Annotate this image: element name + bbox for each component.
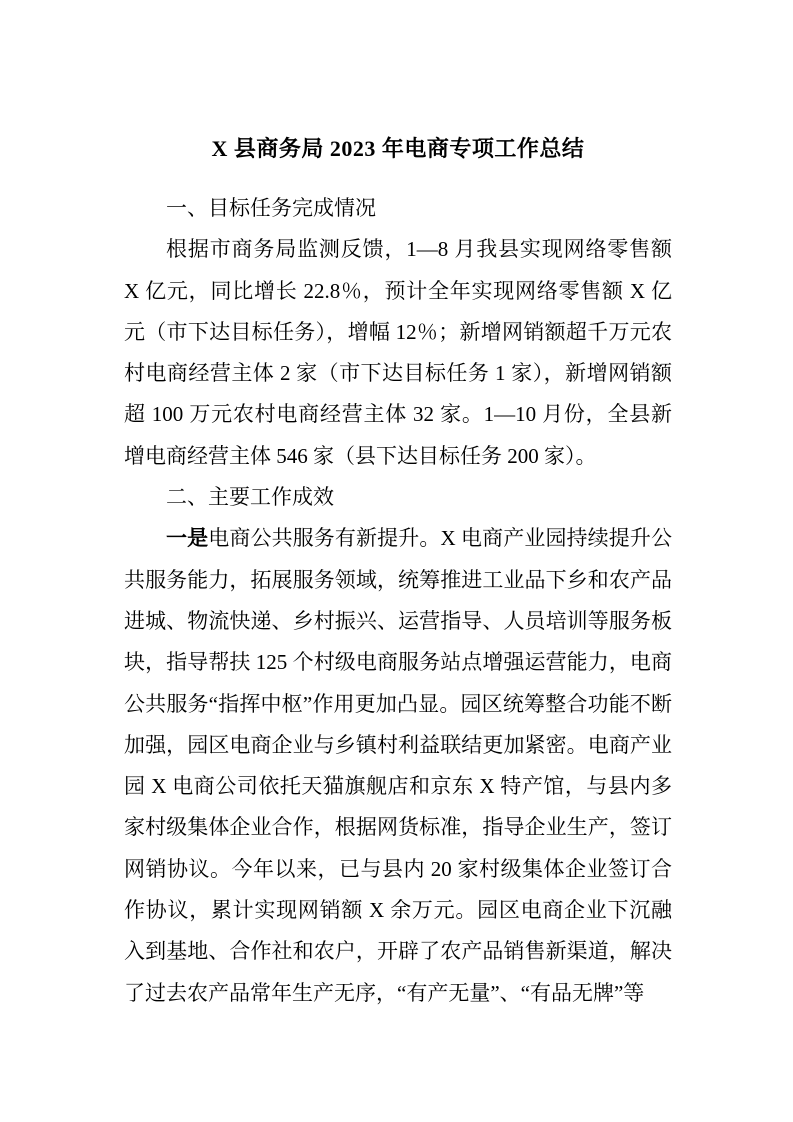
section-achievements-paragraph-text: 电商公共服务有新提升。X 电商产业园持续提升公共服务能力，拓展服务领域，统筹推进工业品下乡和农产品进城、物流快递、乡村振兴、运营指导、人员培训等服务板块，指导帮扶 125 个村级电商服务站点增强运营能力，电商公共服务“指挥中枢”作用更加凸显。园区统筹整合功能不断加强，园区电商企业与乡镇村利益联结更加紧密。电商产业园 X 电商公司依托天猫旗舰店和京东 X 特产馆，与县内多家村级集体企业合作，根据网货标准，指导企业生产，签订网销协议。今年以来，已与县内 20 家村级集体企业签订合作协议，累计实现网销额 X 余万元。园区电商企业下沉融入到基地、合作社和农户，开辟了农产品销售新渠道，解决了过去农产品常年生产无序，“有产无量”、“有品无牌”等 — [124, 526, 673, 1005]
section-goals — [124, 188, 672, 477]
section-goals-paragraph — [124, 229, 672, 477]
section-achievements-paragraph — [124, 518, 672, 1014]
section-achievements — [124, 477, 672, 1014]
paragraph-bold-lead: 一是 — [166, 526, 209, 551]
document-title: X 县商务局 2023 年电商专项工作总结 — [211, 136, 585, 161]
section-goals-heading: 一、目标任务完成情况 — [166, 196, 376, 220]
section-goals-paragraph-text: 根据市商务局监测反馈，1—8 月我县实现网络零售额 X 亿元，同比增长 22.8％，预计全年实现网络零售额 X 亿元（市下达目标任务），增幅 12％；新增网销额超千万元农村电商经营主体 2 家（市下达目标任务 1 家），新增网销额超 100 万元农村电商经营主体 32 家。1—10 月份，全县新增电商经营主体 546 家（县下达目标任务 200 家）。 — [124, 237, 672, 468]
section-achievements-heading: 二、主要工作成效 — [166, 485, 334, 510]
